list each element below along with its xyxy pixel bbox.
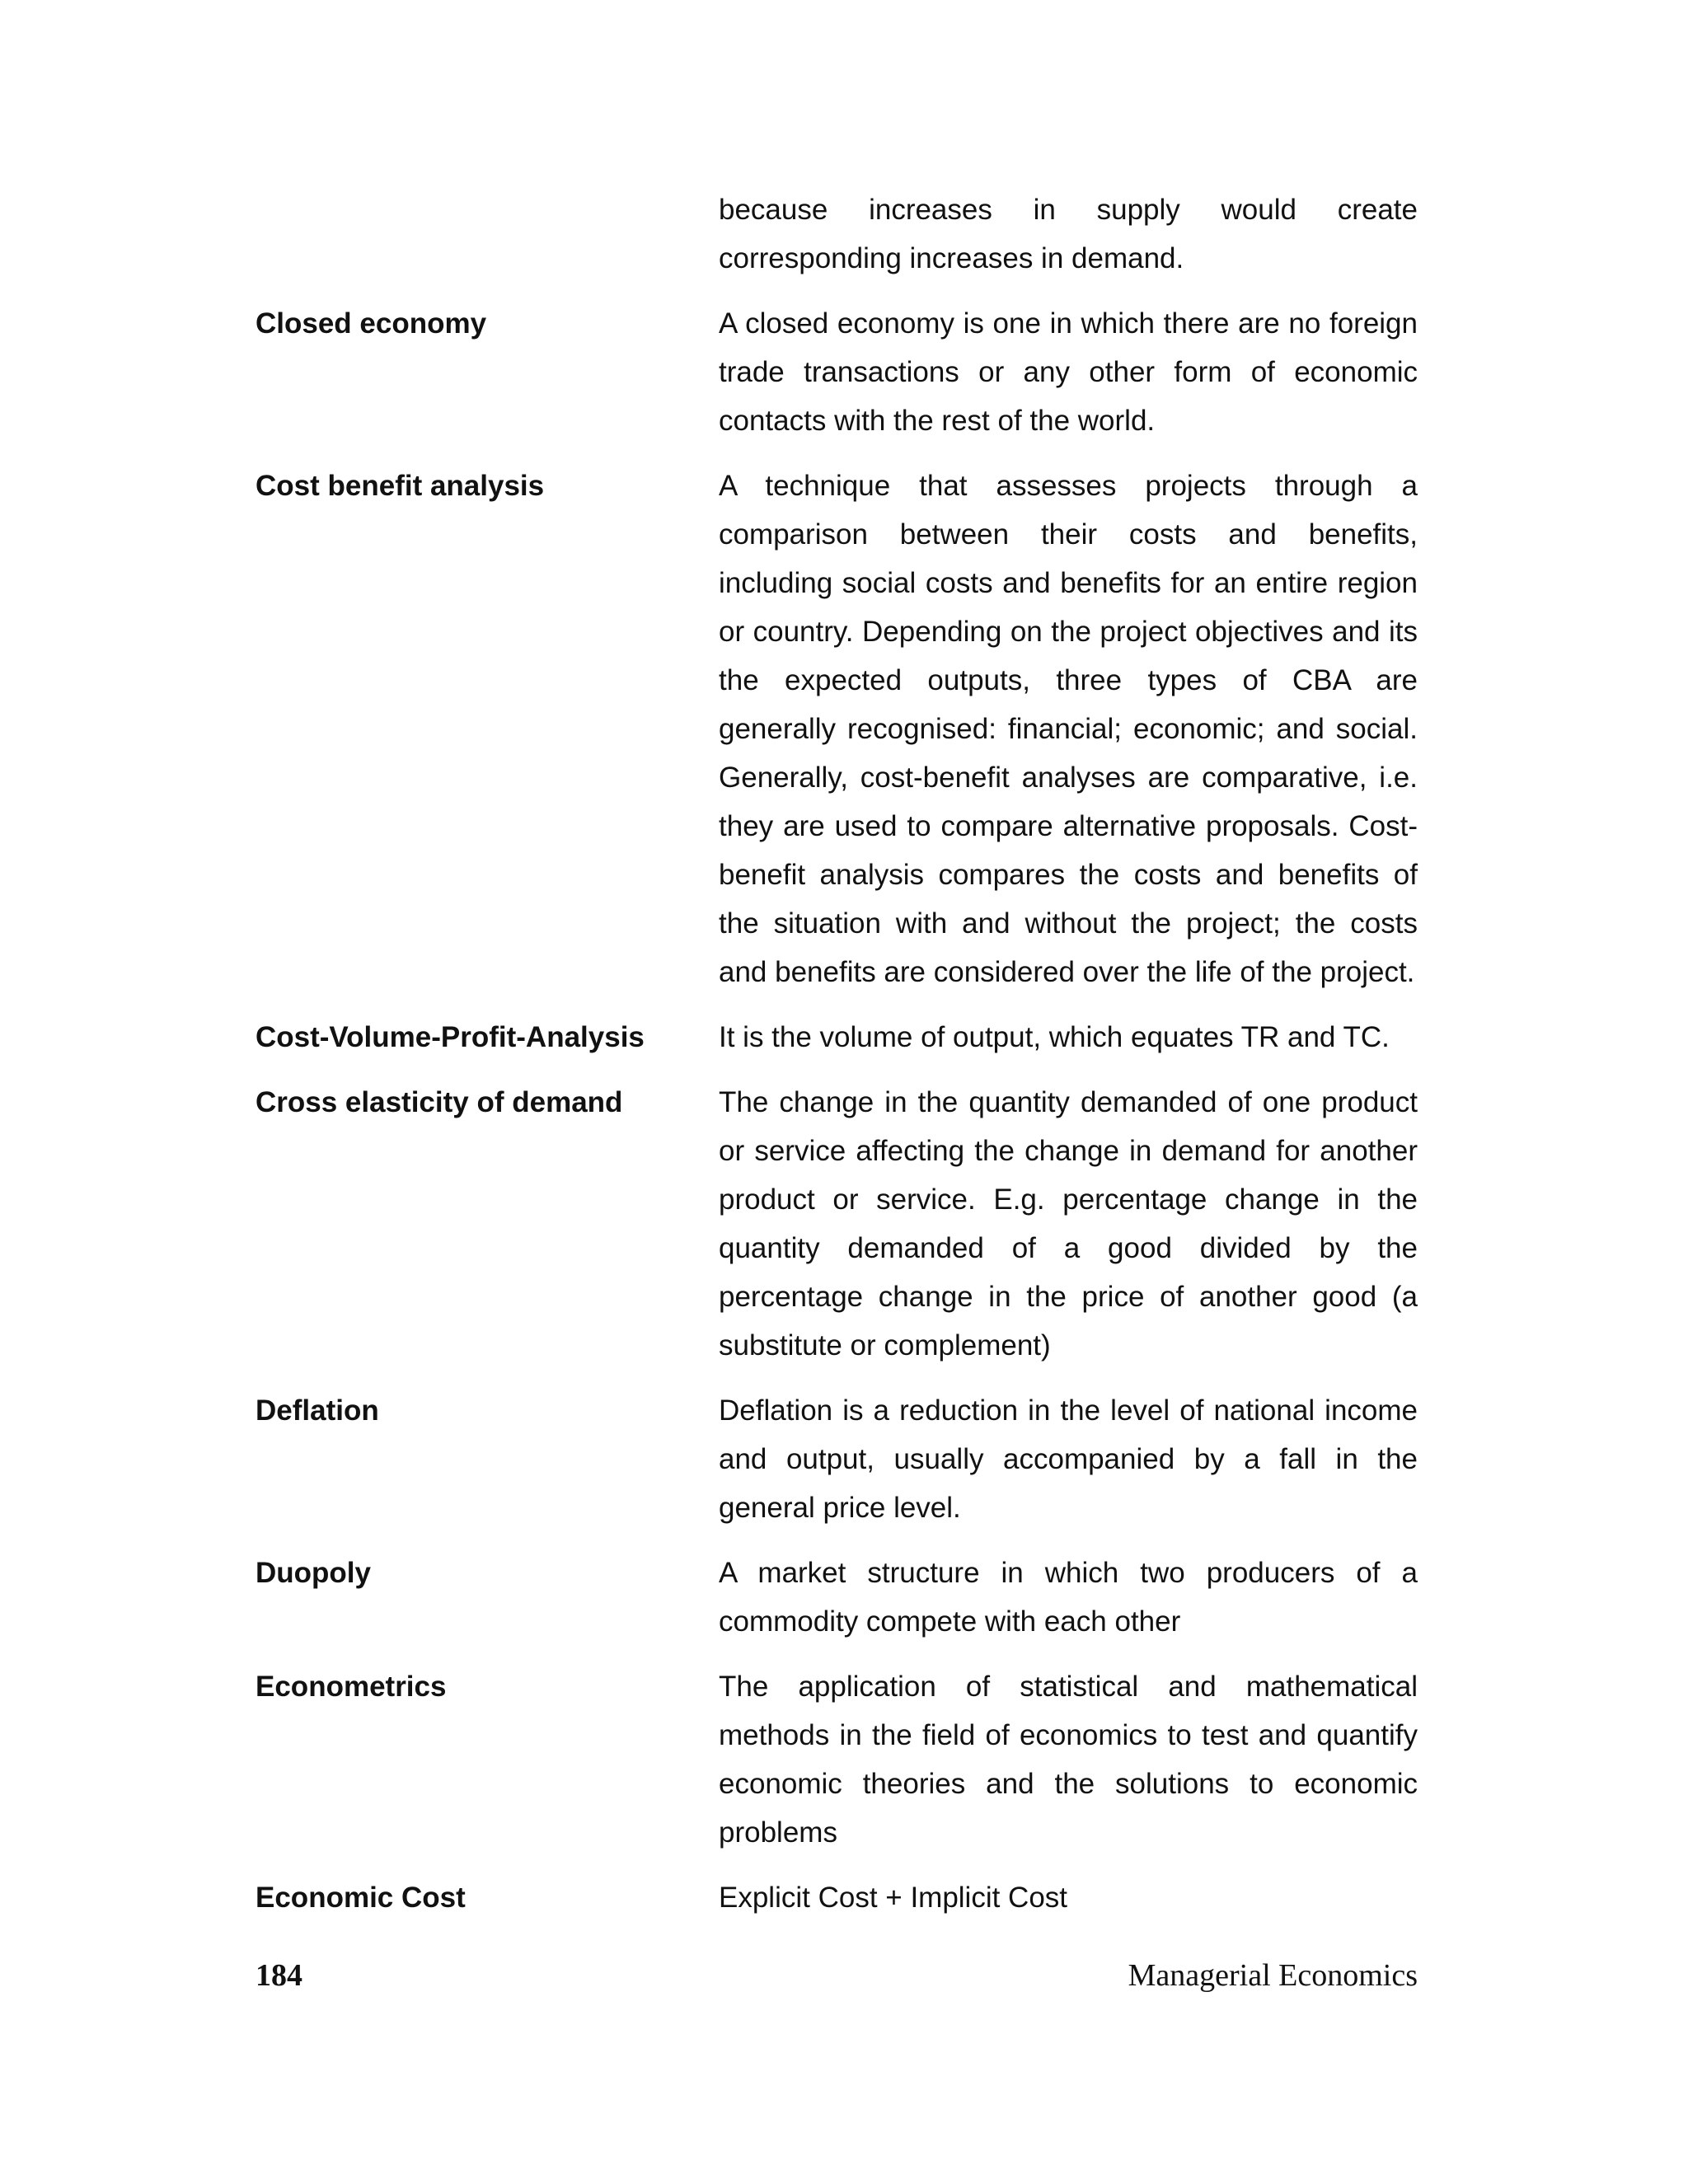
glossary-entry — [256, 1662, 1418, 1857]
glossary-entry — [256, 299, 1418, 445]
page-footer — [256, 1957, 1418, 1994]
glossary-term: Cross elasticity of demand — [256, 1086, 623, 1118]
glossary-definition: A market structure in which two producers of a commodity compete with each other — [719, 1557, 1418, 1638]
glossary-term: Cost benefit analysis — [256, 470, 545, 502]
glossary-entry — [256, 1549, 1418, 1646]
glossary-definition: A technique that assesses projects through a comparison between their costs and benefits, including social costs and benefits for an entire region or country. Depending on the project objectives and its the expected outputs, three types of CBA are generally recognised: financial; economic; and social. Generally, cost-benefit analyses are comparative, i.e. they are used to compare alternative proposals. Cost-benefit analysis compares the costs and benefits of the situation with and without the project; the costs and benefits are considered over the life of the project. — [719, 470, 1418, 988]
glossary-definition: The change in the quantity demanded of one product or service affecting the change in demand for another product or service. E.g. percentage change in the quantity demanded of a good divided by the percentage change in the price of another good (a substitute or complement) — [719, 1086, 1418, 1361]
glossary-term: Closed economy — [256, 307, 487, 340]
glossary-entry — [256, 1078, 1418, 1370]
glossary-term: Economic Cost — [256, 1882, 466, 1914]
glossary-entry — [256, 1386, 1418, 1532]
glossary-definition: because increases in supply would create corresponding increases in demand. — [719, 194, 1418, 274]
page-number: 184 — [256, 1958, 302, 1993]
glossary-entry — [256, 462, 1418, 996]
glossary-term: Econometrics — [256, 1671, 447, 1703]
glossary-definition: A closed economy is one in which there are no foreign trade transactions or any other form of economic contacts with the rest of the world. — [719, 307, 1418, 437]
glossary-list — [256, 185, 1418, 1938]
glossary-definition: The application of statistical and mathematical methods in the field of economics to test and quantify economic theories and the solutions to economic problems — [719, 1671, 1418, 1849]
glossary-entry — [256, 185, 1418, 283]
glossary-entry — [256, 1013, 1418, 1062]
glossary-term: Duopoly — [256, 1557, 371, 1589]
glossary-definition: Deflation is a reduction in the level of national income and output, usually accompanied by a fall in the general price level. — [719, 1394, 1418, 1524]
glossary-definition: It is the volume of output, which equates TR and TC. — [719, 1021, 1390, 1053]
glossary-term: Cost-Volume-Profit-Analysis — [256, 1021, 645, 1053]
glossary-definition: Explicit Cost + Implicit Cost — [719, 1882, 1068, 1914]
glossary-entry — [256, 1873, 1418, 1922]
book-title: Managerial Economics — [1128, 1958, 1418, 1993]
glossary-term: Deflation — [256, 1394, 379, 1427]
